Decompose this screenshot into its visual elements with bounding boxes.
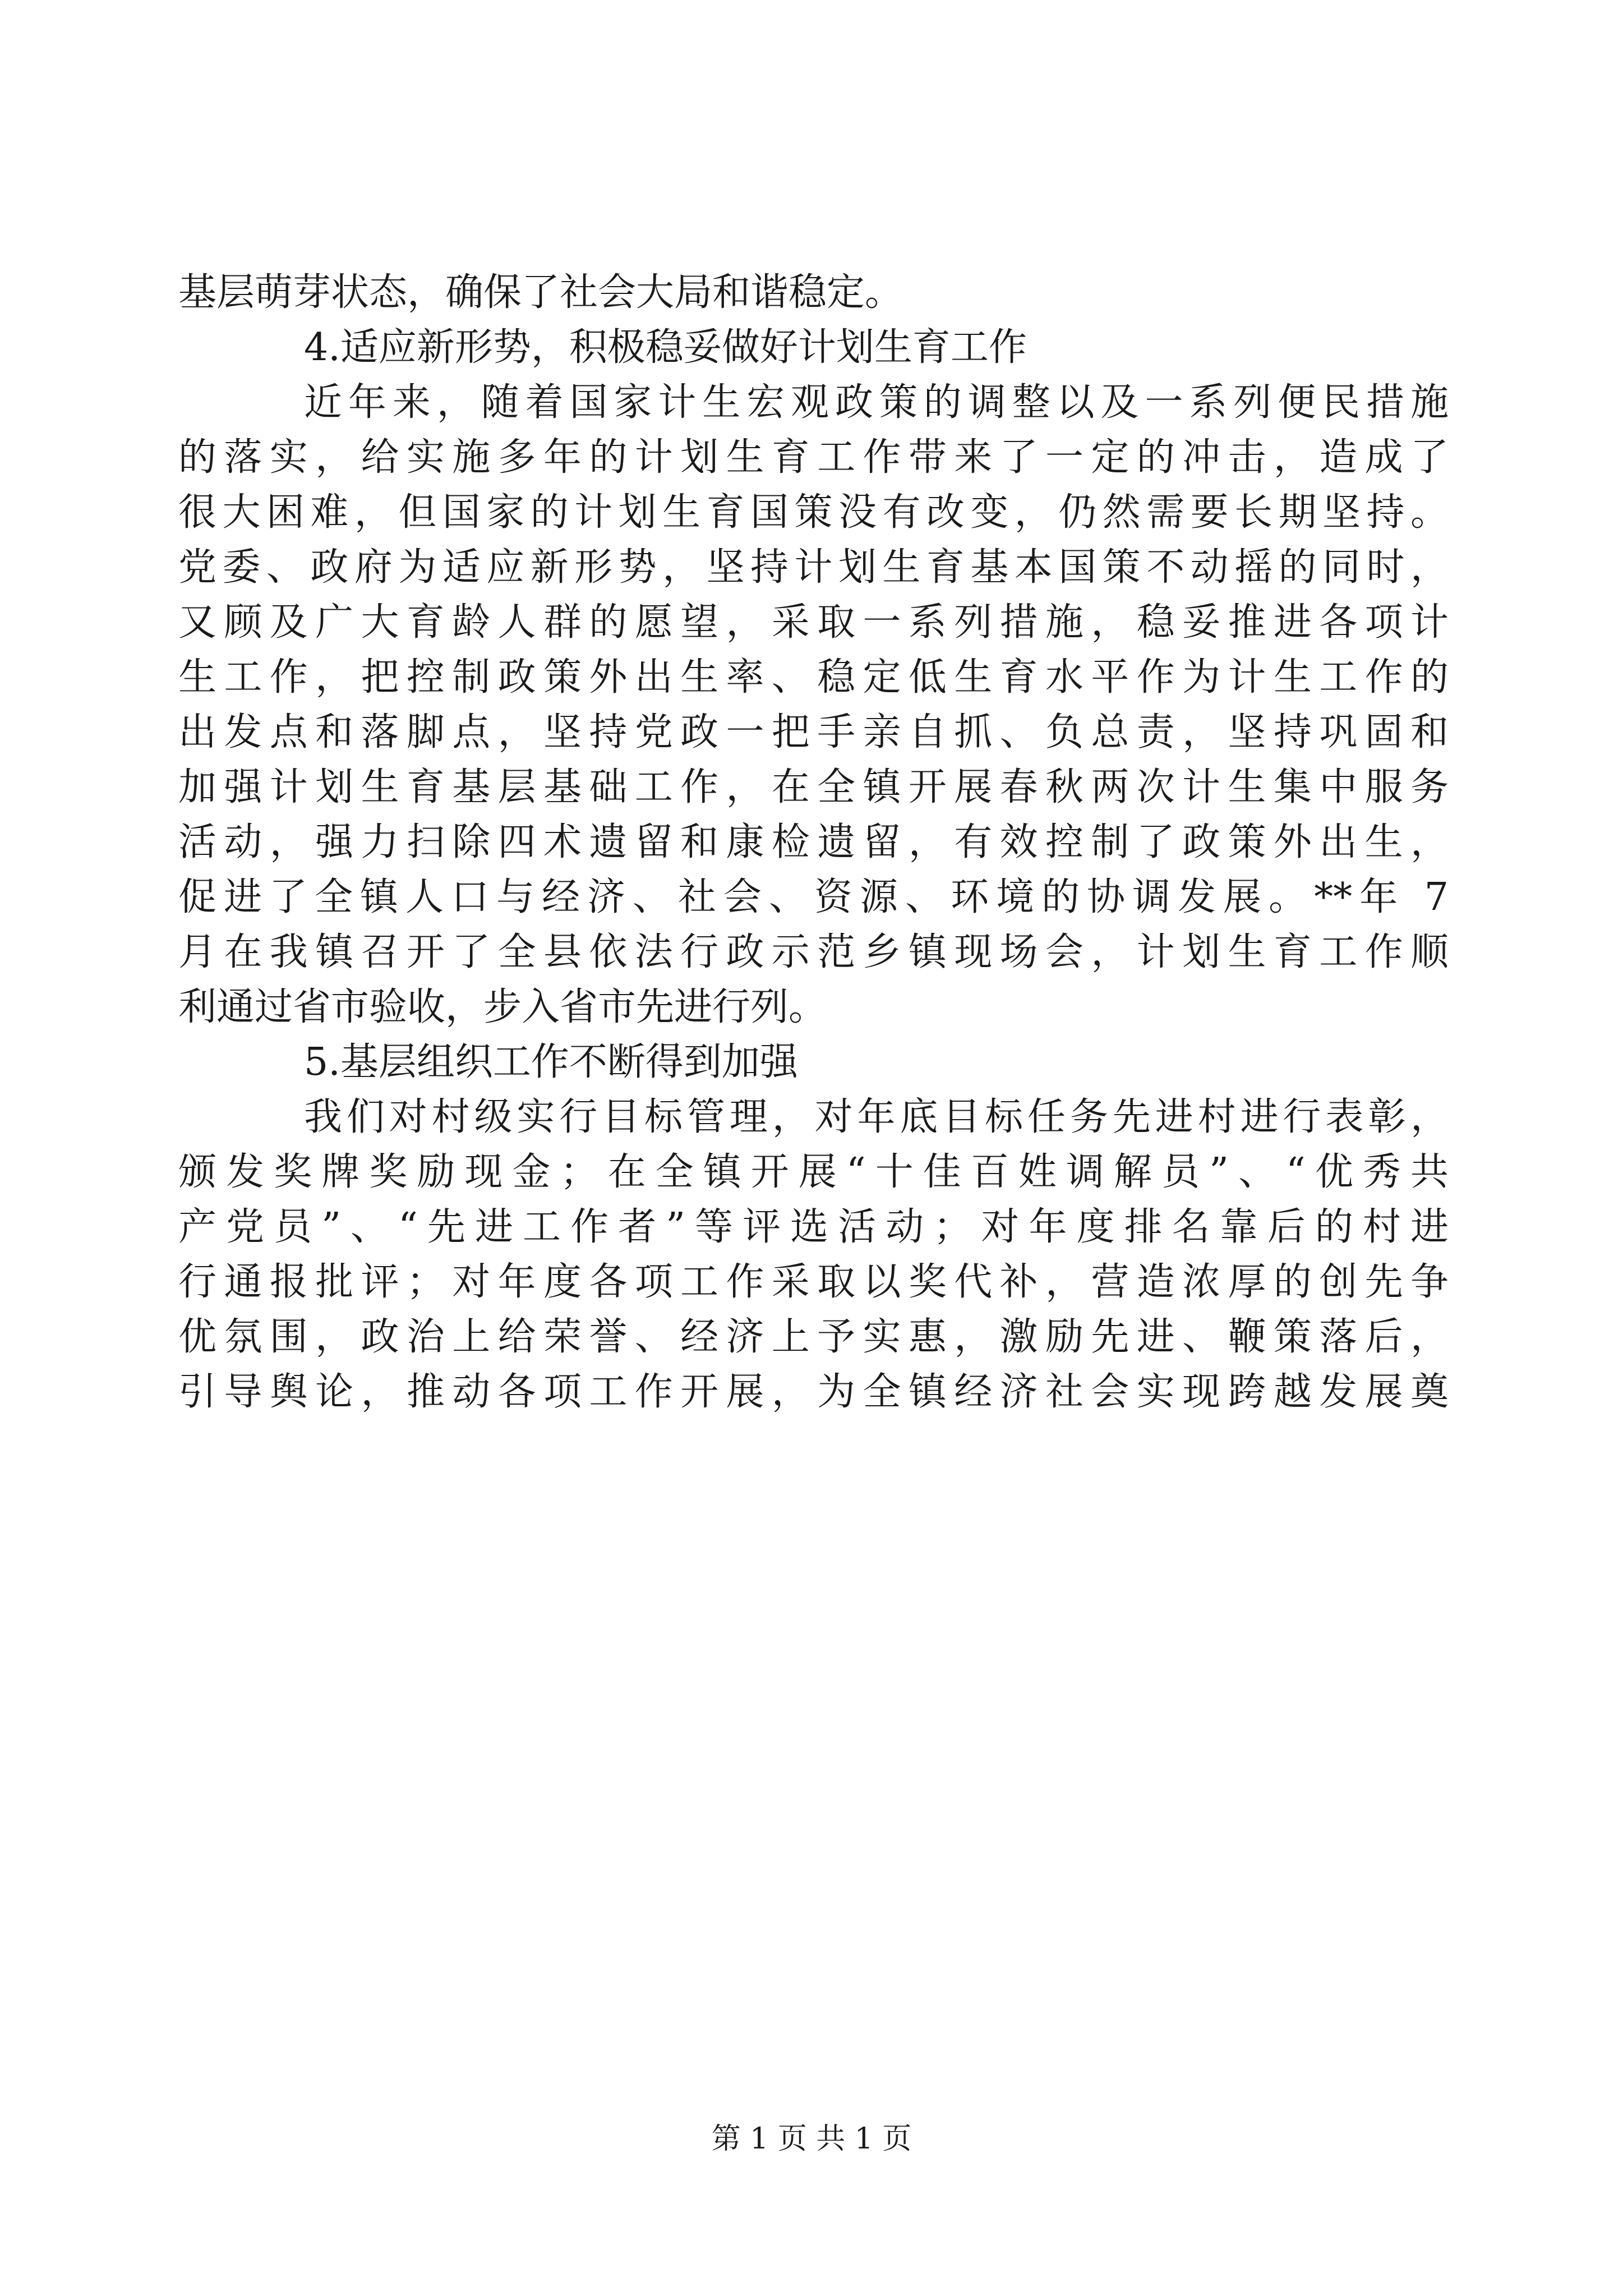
body-line: 党委、政府为适应新形势，坚持计划生育基本国策不动摇的同时，: [178, 545, 1449, 590]
body-line: 出发点和落脚点，坚持党政一把手亲自抓、负总责，坚持巩固和: [178, 710, 1449, 754]
page-footer: [0, 2115, 1623, 2157]
paragraph-first-line: 近年来，随着国家计生宏观政策的调整以及一系列便民措施: [304, 380, 1449, 425]
page-number-label: 第 1 页 共 1 页: [711, 2122, 912, 2156]
body-line: 又顾及广大育龄人群的愿望，采取一系列措施，稳妥推进各项计: [178, 600, 1449, 645]
body-line: 优氛围，政治上给荣誉、经济上予实惠，激励先进、鞭策落后，: [178, 1315, 1449, 1359]
body-line: 基层萌芽状态，确保了社会大局和谐稳定。: [178, 270, 903, 315]
section-heading: 4.适应新形势，积极稳妥做好计划生育工作: [304, 325, 1027, 370]
body-line: 很大困难，但国家的计划生育国策没有改变，仍然需要长期坚持。: [178, 490, 1449, 535]
body-line: 月在我镇召开了全县依法行政示范乡镇现场会，计划生育工作顺: [178, 930, 1449, 974]
body-line: 颁发奖牌奖励现金；在全镇开展“十佳百姓调解员”、“优秀共: [178, 1150, 1449, 1194]
body-line: 的落实，给实施多年的计划生育工作带来了一定的冲击，造成了: [178, 435, 1449, 480]
body-line: 利通过省市验收，步入省市先进行列。: [178, 985, 827, 1029]
section-heading: 5.基层组织工作不断得到加强: [304, 1040, 798, 1084]
document-body: [178, 266, 1449, 1420]
paragraph-first-line: 我们对村级实行目标管理，对年底目标任务先进村进行表彰，: [304, 1095, 1449, 1139]
body-line: 加强计划生育基层基础工作，在全镇开展春秋两次计生集中服务: [178, 765, 1449, 809]
body-line: 活动，强力扫除四术遗留和康检遗留，有效控制了政策外出生，: [178, 820, 1449, 864]
body-line: 生工作，把控制政策外出生率、稳定低生育水平作为计生工作的: [178, 655, 1449, 700]
body-line: 促进了全镇人口与经济、社会、资源、环境的协调发展。**年 7: [178, 875, 1449, 919]
body-line: 行通报批评；对年度各项工作采取以奖代补，营造浓厚的创先争: [178, 1260, 1449, 1304]
body-line: 引导舆论，推动各项工作开展，为全镇经济社会实现跨越发展奠: [178, 1370, 1449, 1414]
body-line: 产党员”、“先进工作者”等评选活动；对年度排名靠后的村进: [178, 1205, 1449, 1249]
